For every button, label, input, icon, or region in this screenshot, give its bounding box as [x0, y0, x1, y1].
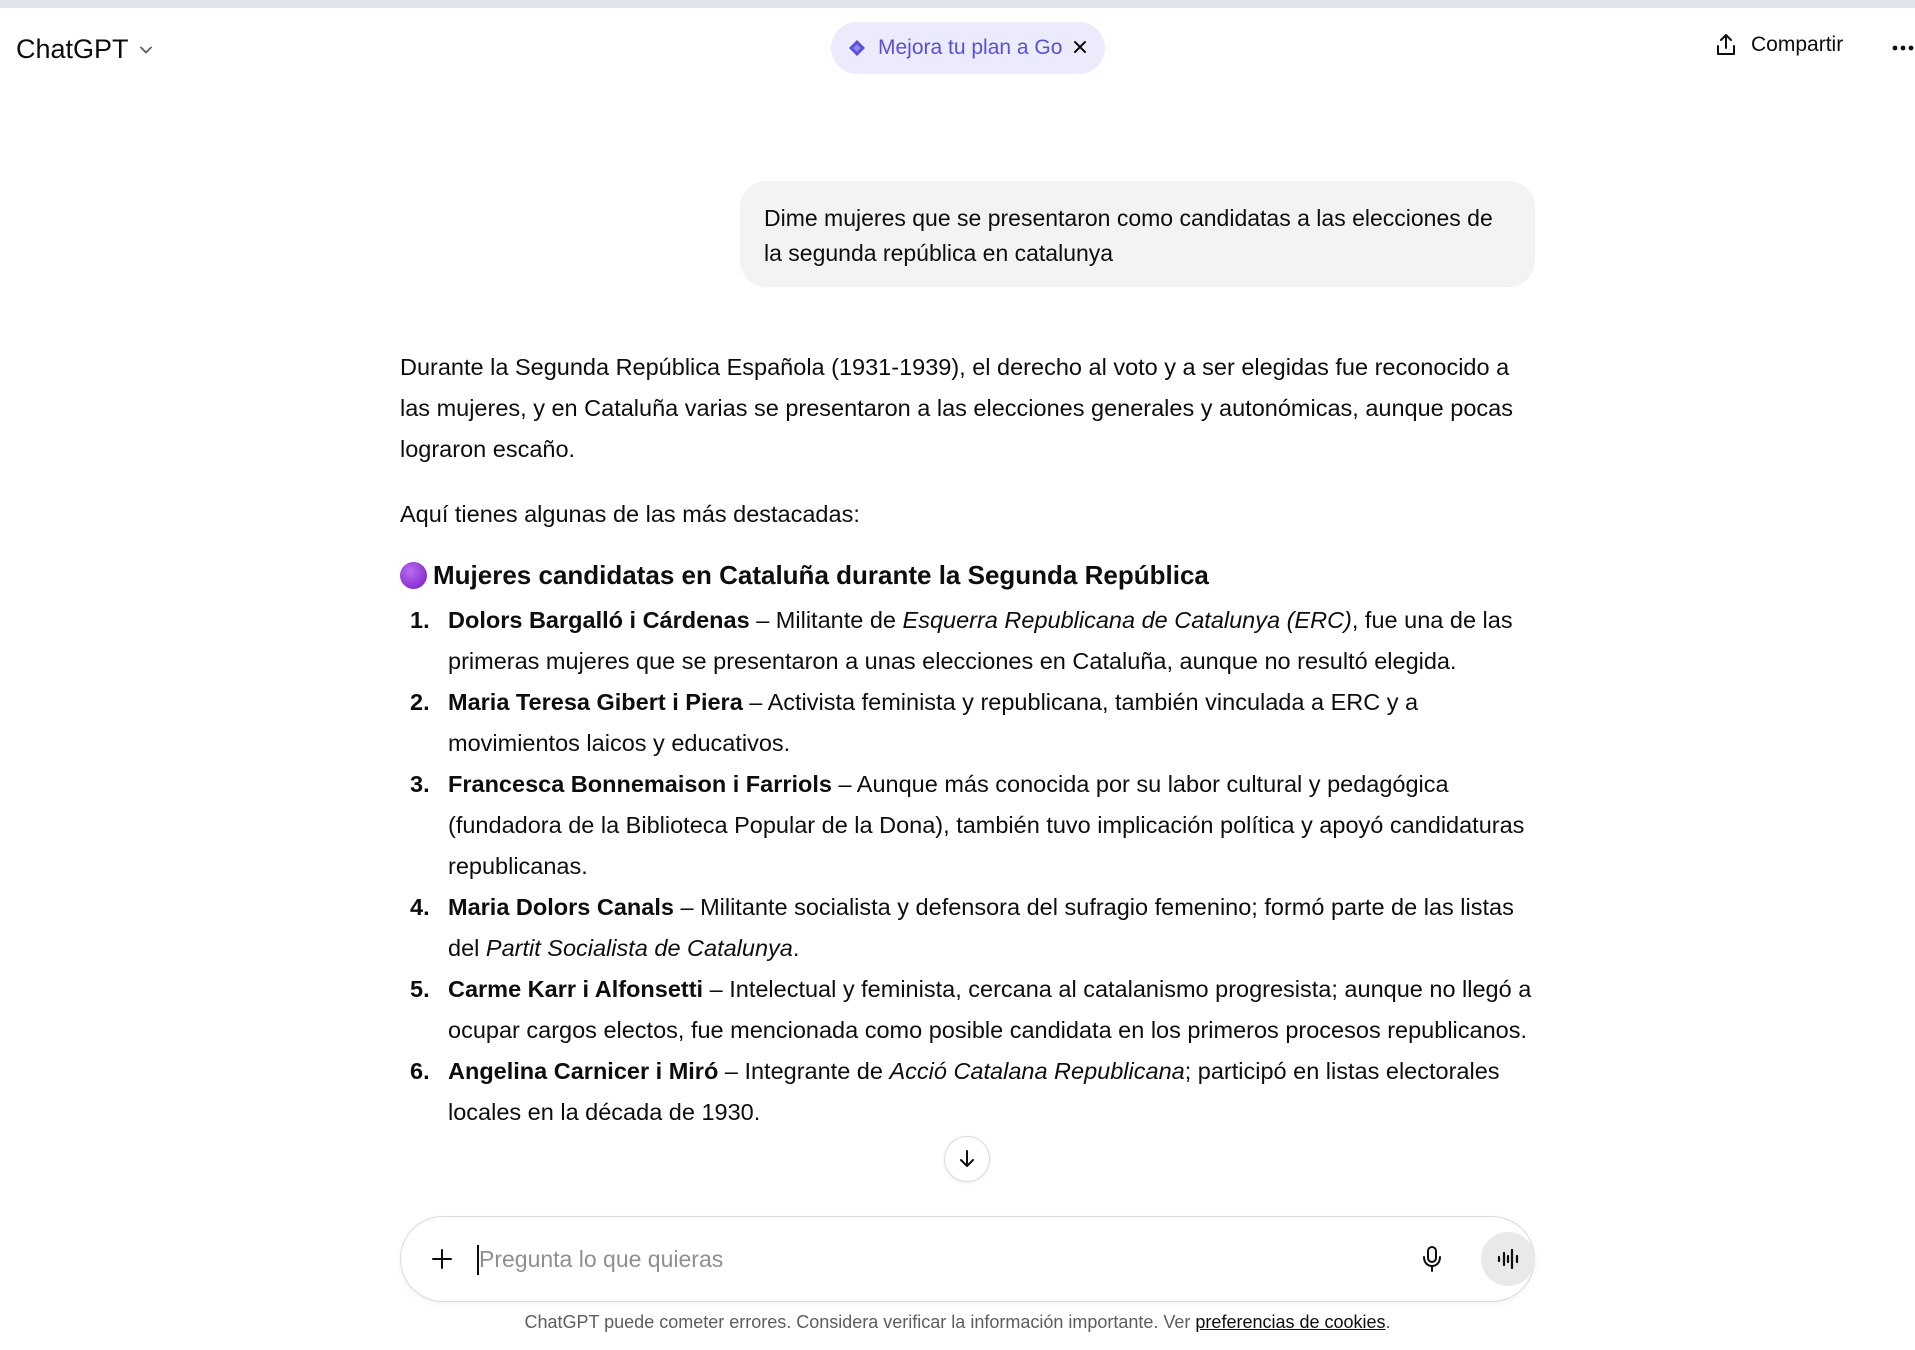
user-message: Dime mujeres que se presentaron como candidatas a las elecciones de la segunda república en catalunya — [740, 181, 1535, 287]
disclaimer: ChatGPT puede cometer errores. Considera verificar la información importante. Ver preferencias de cookies. — [524, 1312, 1391, 1332]
more-options-button[interactable] — [1892, 34, 1915, 62]
list-item: 6. Angelina Carnicer i Miró – Integrante de Acció Catalana Republicana; participó en listas electorales locales en la década de 1930. — [410, 1058, 1500, 1125]
share-label: Compartir — [1751, 33, 1844, 56]
purple-circle-icon — [400, 562, 427, 589]
list-item: 4. Maria Dolors Canals – Militante socialista y defensora del sufragio femenino; formó parte de las listas del Partit Socialista de Catalunya. — [410, 894, 1514, 961]
more-icon — [1892, 45, 1914, 51]
close-icon — [1073, 40, 1087, 54]
voice-waveform-icon — [1496, 1248, 1520, 1270]
candidate-name: Maria Teresa Gibert i Piera — [448, 689, 743, 715]
candidates-list — [400, 600, 1540, 1133]
prompt-input[interactable] — [479, 1235, 1379, 1283]
assistant-message — [400, 347, 1540, 1133]
lead-paragraph: Aquí tienes algunas de las más destacadas: — [400, 501, 860, 527]
list-item: 1. Dolors Bargalló i Cárdenas – Militante de Esquerra Republicana de Catalunya (ERC), fue una de las primeras mujeres que se presentaron a unas elecciones en Cataluña, aunque no resultó elegida. — [410, 607, 1513, 674]
close-upgrade-button[interactable] — [1069, 36, 1091, 58]
dictate-button[interactable] — [1415, 1242, 1449, 1276]
upgrade-plan-pill[interactable] — [831, 22, 1105, 74]
section-title: Mujeres candidatas en Cataluña durante la Segunda República — [433, 560, 1209, 590]
section-heading — [400, 555, 1540, 596]
add-attachment-button[interactable] — [425, 1242, 459, 1276]
chevron-down-icon — [137, 41, 155, 59]
diamond-icon — [848, 39, 866, 57]
share-icon — [1713, 32, 1739, 58]
list-item: 5. Carme Karr i Alfonsetti – Intelectual y feminista, cercana al catalanismo progresista; aunque no llegó a ocupar cargos electos, fue mencionada como posible candidata en los primeros procesos republicanos. — [410, 976, 1532, 1043]
candidate-name: Carme Karr i Alfonsetti — [448, 976, 704, 1002]
disclaimer-text: ChatGPT puede cometer errores. Considera verificar la información importante. Ver — [524, 1312, 1196, 1332]
intro-paragraph: Durante la Segunda República Española (1931-1939), el derecho al voto y a ser elegidas fue reconocido a las mujeres, y en Cataluña varias se presentaron a las elecciones generales y autonómicas, aunque pocas lograron escaño. — [400, 354, 1513, 462]
microphone-icon — [1421, 1245, 1443, 1273]
scroll-to-bottom-button[interactable] — [944, 1136, 990, 1182]
candidate-name: Maria Dolors Canals — [448, 894, 674, 920]
cookie-preferences-link[interactable]: preferencias de cookies — [1195, 1312, 1386, 1332]
upgrade-plan-label: Mejora tu plan a Go — [878, 36, 1063, 59]
candidate-name: Angelina Carnicer i Miró — [448, 1058, 719, 1084]
list-item: 2. Maria Teresa Gibert i Piera – Activista feminista y republicana, también vinculada a ERC y a movimientos laicos y educativos. — [410, 689, 1419, 756]
composer — [400, 1216, 1535, 1302]
share-button[interactable] — [1713, 32, 1843, 58]
candidate-name: Francesca Bonnemaison i Farriols — [448, 771, 832, 797]
voice-mode-button[interactable] — [1481, 1232, 1535, 1286]
header — [0, 8, 1915, 88]
arrow-down-icon — [956, 1148, 978, 1170]
model-switcher[interactable] — [16, 34, 155, 65]
app-name: ChatGPT — [16, 34, 129, 64]
list-item: 3. Francesca Bonnemaison i Farriols – Aunque más conocida por su labor cultural y pedagógica (fundadora de la Biblioteca Popular de la Dona), también tuvo implicación política y apoyó candidaturas republicanas. — [410, 771, 1525, 879]
plus-icon — [430, 1247, 454, 1271]
window-top-bar — [0, 0, 1915, 8]
candidate-name: Dolors Bargalló i Cárdenas — [448, 607, 750, 633]
